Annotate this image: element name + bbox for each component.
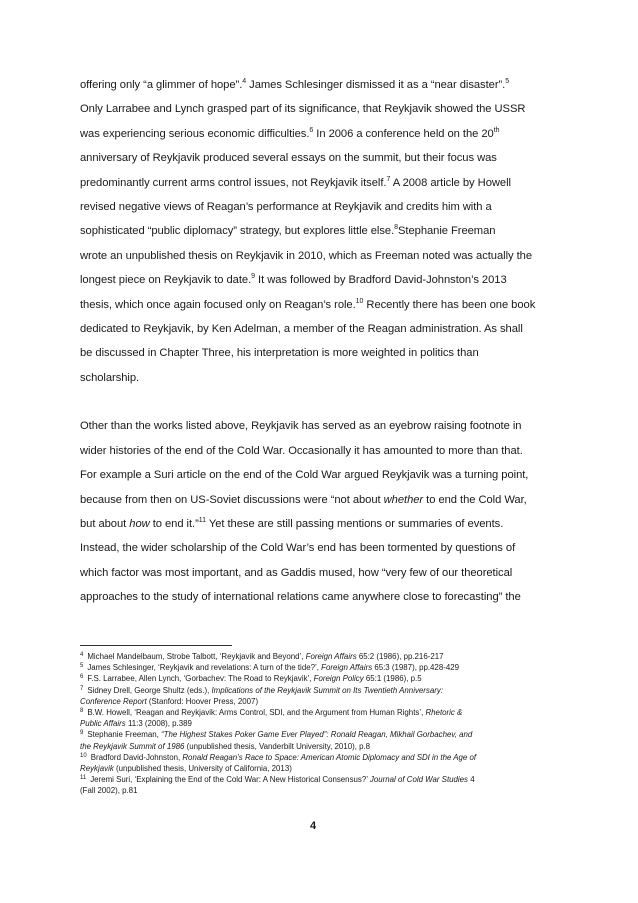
text-line: approaches to the study of international relations came anywhere close to forecasting” the bbox=[80, 591, 521, 604]
text-line: thesis, which once again focused only on Reagan’s role.$^{10}$ Recently there has been one book bbox=[80, 297, 536, 311]
text-line: Other than the works listed above, Reykjavik has served as an eyebrow raising footnote in bbox=[80, 420, 522, 433]
footnote-separator bbox=[80, 645, 232, 646]
text-line: offering only “a glimmer of hope”.$^4$ James Schlesinger dismissed it as a “near disaster”.$^5$ bbox=[80, 78, 510, 91]
footnote-6: $^6$ F.S. Larrabee, Allen Lynch, ‘Gorbachev: The Road to Reykjavik’, Foreign Policy 65:1 (1986), p.5 bbox=[80, 674, 422, 684]
footnote-ref[interactable]: 10 bbox=[355, 297, 364, 305]
footnote-ref[interactable]: 6 bbox=[309, 126, 314, 134]
footnote-4: $^4$ Michael Mandelbaum, Strobe Talbott, ‘Reykjavik and Beyond’, Foreign Affairs 65:2 (1986), pp.216-217 bbox=[80, 652, 444, 661]
footnote-5: $^5$ James Schlesinger, ‘Reykjavik and revelations: A turn of the tide?’, Foreign Affairs 65:3 (1987), pp.428-429 bbox=[80, 663, 460, 673]
text-line: be discussed in Chapter Three, his interpretation is more weighted in politics than bbox=[80, 347, 479, 360]
text-line: which factor was most important, and as Gaddis mused, how “very few of our theoretical bbox=[80, 566, 513, 579]
footnote-11-cont: (Fall 2002), p.81 bbox=[80, 786, 138, 796]
text-line: but about how to end it.”$^{11}$ Yet these are still passing mentions or summaries of events. bbox=[80, 516, 504, 530]
text-line: Only Larrabee and Lynch grasped part of its significance, that Reykjavik showed the USSR bbox=[80, 103, 526, 116]
footnote-11: $^{11}$ Jeremi Suri, ‘Explaining the End of the Cold War: A New Historical Consensus?’ Journal of Cold War Studies 4 bbox=[80, 775, 475, 785]
footnote-10-cont: Reykjavik (unpublished thesis, University of California, 2013) bbox=[80, 764, 292, 774]
text-line: revised negative views of Reagan’s performance at Reykjavik and credits him with a bbox=[80, 201, 492, 214]
text-line: dedicated to Reykjavik, by Ken Adelman, a member of the Reagan administration. As shall bbox=[80, 323, 523, 336]
footnote-ref[interactable]: 5 bbox=[505, 78, 510, 85]
text-line: wider histories of the end of the Cold War. Occasionally it has amounted to more than that. bbox=[80, 444, 523, 457]
footnote-ref[interactable]: 4 bbox=[242, 78, 247, 85]
body-text bbox=[80, 73, 560, 610]
text-line: anniversary of Reykjavik produced several essays on the summit, but their focus was bbox=[80, 152, 497, 165]
footnote-9-cont: the Reykjavik Summit of 1986 (unpublished thesis, Vanderbilt University, 2010), p.8 bbox=[80, 741, 371, 751]
page-number: 4 bbox=[310, 820, 317, 832]
text-line: because from then on US-Soviet discussions were “not about whether to end the Cold War, bbox=[80, 493, 527, 506]
footnote-9: $^9$ Stephanie Freeman, “The Highest Stakes Poker Game Ever Played”: Ronald Reagan, Mikhail Gorbachev, and bbox=[80, 730, 473, 740]
text-line: was experiencing serious economic difficulties.$^6$ In 2006 a conference held on the 20th bbox=[80, 126, 500, 140]
footnote-10: $^{10}$ Bradford David-Johnston, Ronald Reagan’s Race to Space: American Atomic Diplomacy and SDI in the Age of bbox=[80, 752, 477, 762]
text-line: predominantly current arms control issues, not Reykjavik itself.$^7$ A 2008 article by Howell bbox=[80, 175, 511, 189]
text-line: For example a Suri article on the end of the Cold War argued Reykjavik was a turning point, bbox=[80, 469, 529, 482]
text-line: scholarship. bbox=[80, 371, 140, 384]
text-line: sophisticated “public diplomacy” strategy, but explores little else.$^8$Stephanie Freeman bbox=[80, 224, 496, 238]
footnote-ref[interactable]: 9 bbox=[251, 273, 255, 281]
footnote-ref[interactable]: 8 bbox=[394, 224, 398, 232]
footnote-8: $^8$ B.W. Howell, ‘Reagan and Reykjavik: Arms Control, SDI, and the Argument from Human Rights’, Rhetoric & bbox=[80, 708, 463, 718]
footnote-7: $^7$ Sidney Drell, George Shultz (eds.), Implications of the Reykjavik Summit on Its Twentieth Anniversary: bbox=[80, 685, 444, 695]
text-line: Instead, the wider scholarship of the Cold War’s end has been tormented by questions of bbox=[80, 542, 516, 555]
text-line: wrote an unpublished thesis on Reykjavik in 2010, which as Freeman noted was actually the bbox=[80, 249, 533, 262]
footnotes bbox=[80, 651, 560, 797]
footnote-8-cont: Public Affairs 11:3 (2008), p.389 bbox=[80, 719, 192, 729]
footnote-ref[interactable]: 7 bbox=[386, 175, 391, 183]
footnote-ref[interactable]: 11 bbox=[198, 516, 206, 524]
footnote-7-cont: Conference Report (Stanford: Hoover Press, 2007) bbox=[80, 696, 259, 706]
ordinal-suffix: th bbox=[493, 126, 500, 134]
paragraph-gap bbox=[80, 390, 560, 414]
text-line: longest piece on Reykjavik to date.$^9$ It was followed by Bradford David-Johnston’s 2013 bbox=[80, 273, 507, 287]
